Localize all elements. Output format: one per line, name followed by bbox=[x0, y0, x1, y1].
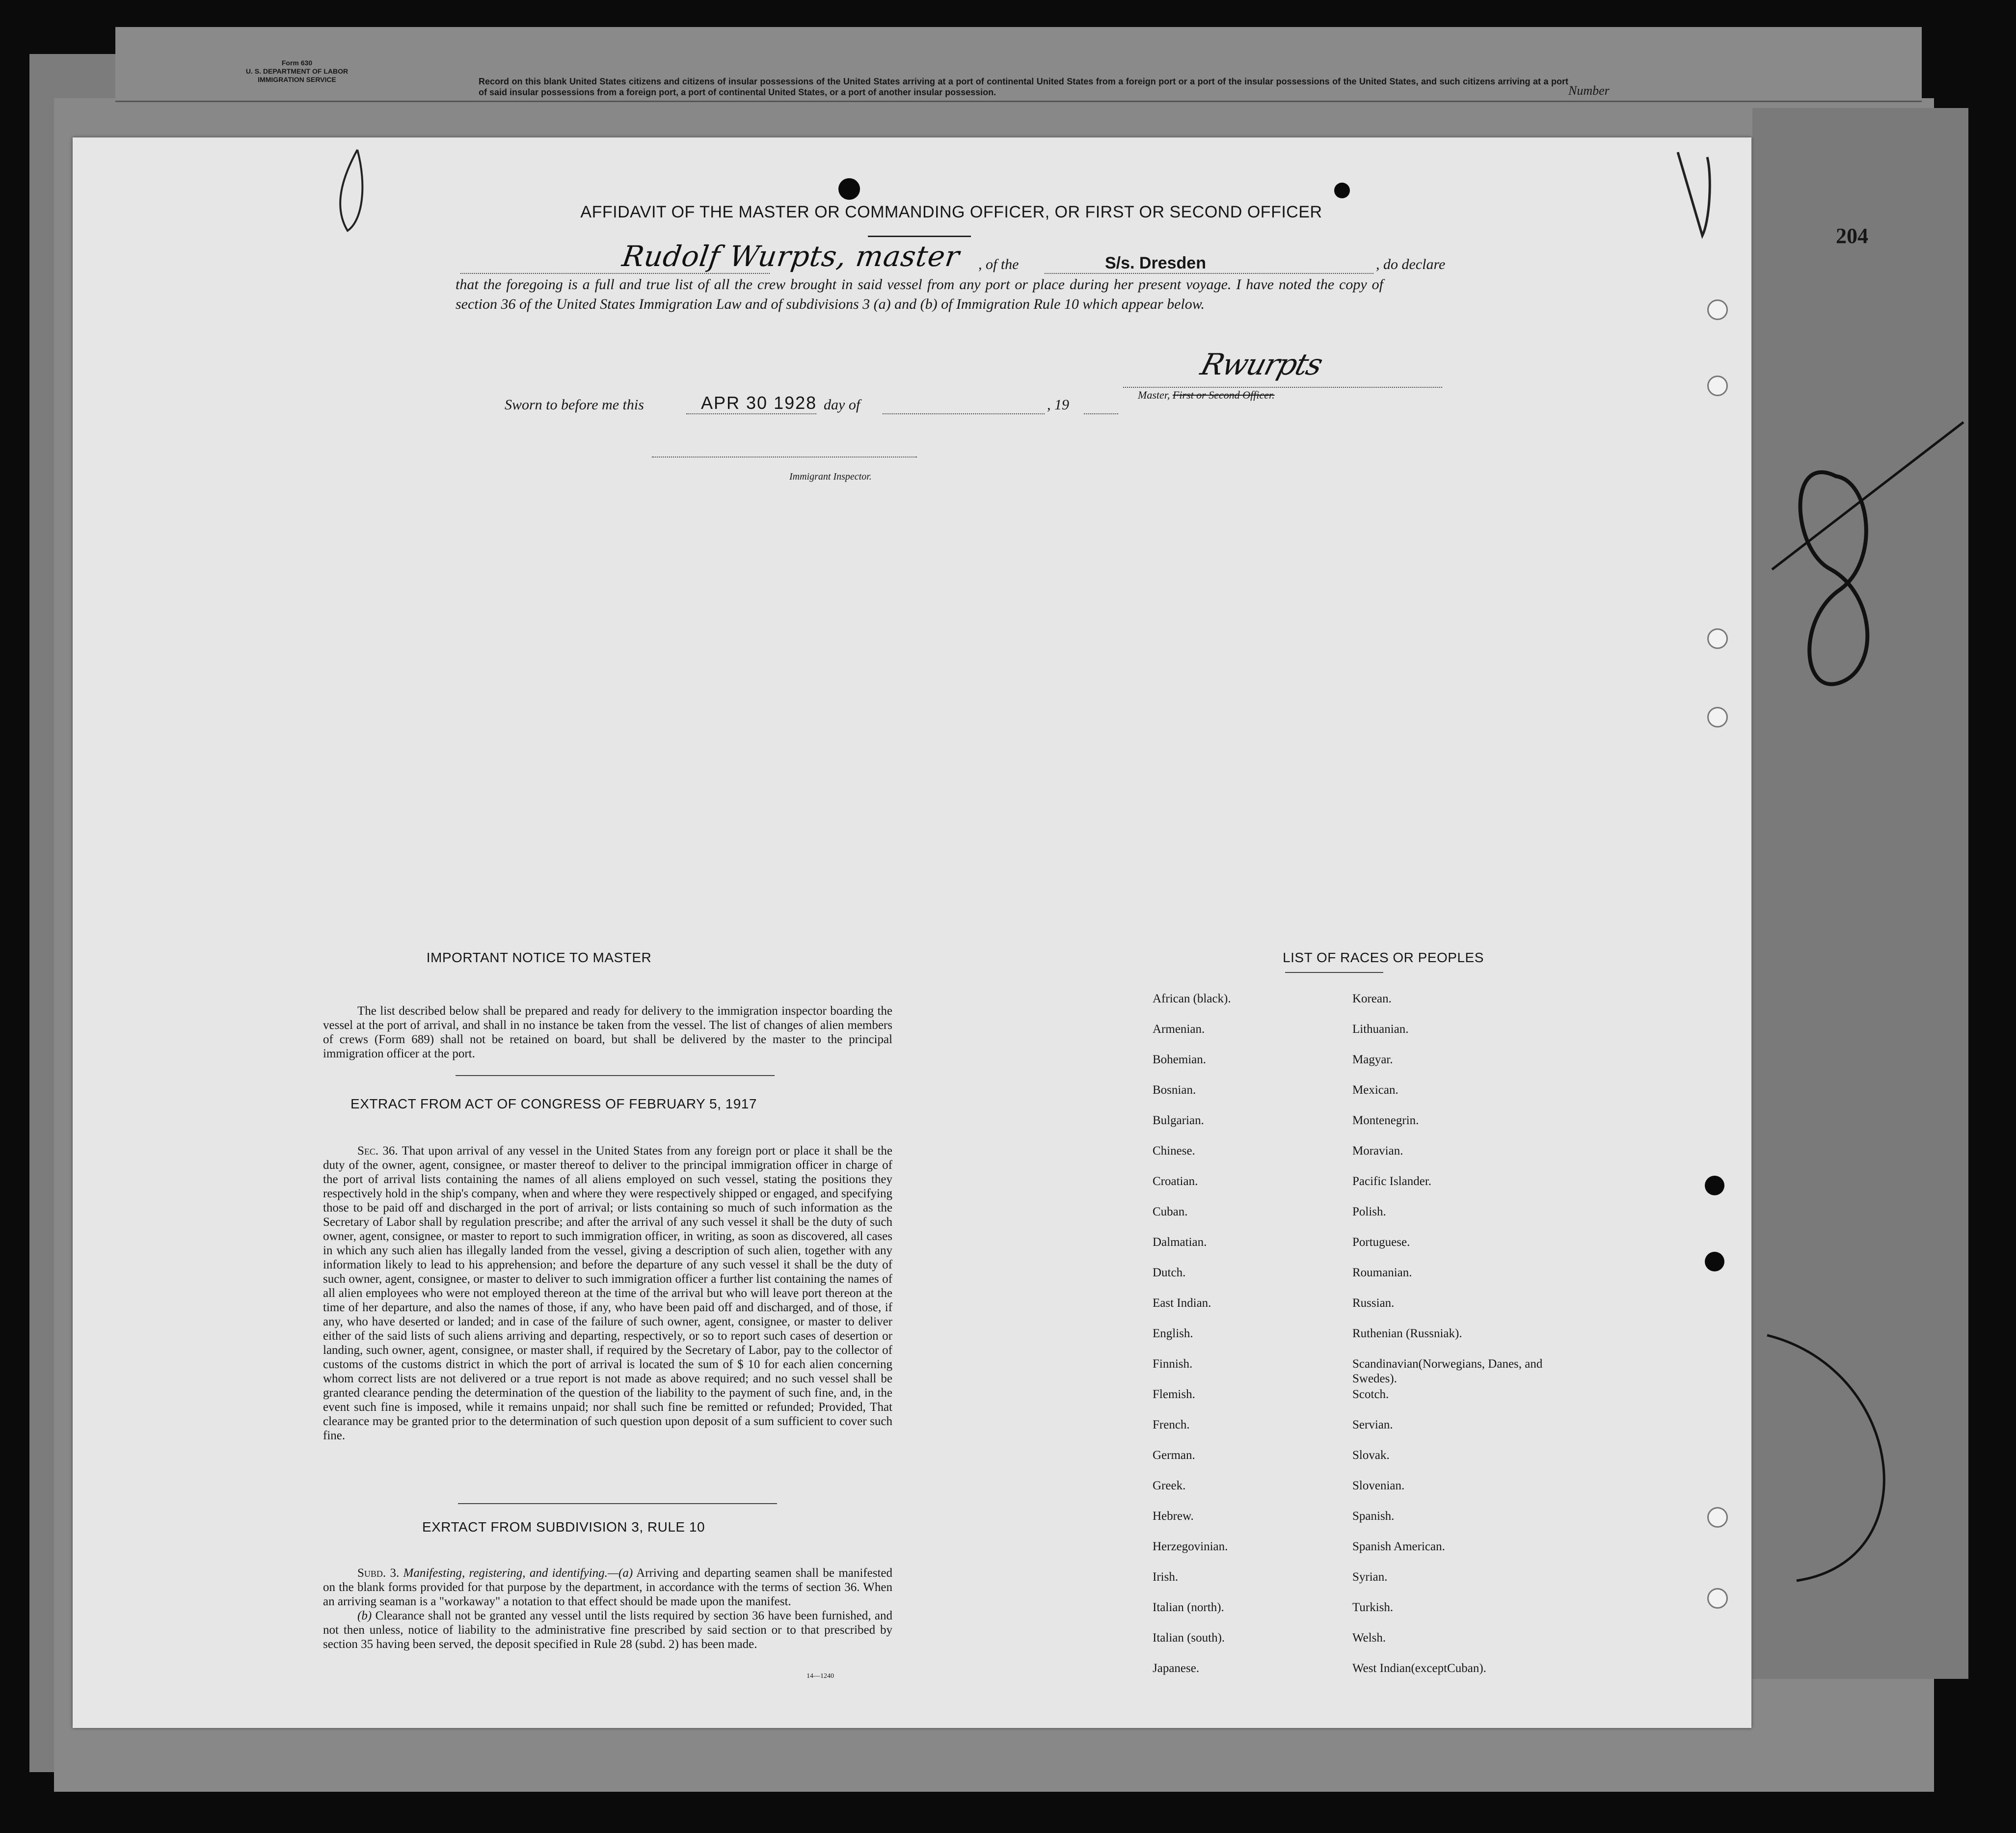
binder-hole bbox=[1707, 299, 1728, 320]
race-item: Lithuanian. bbox=[1352, 1023, 1409, 1036]
race-item: Croatian. bbox=[1153, 1175, 1198, 1188]
affidavit-sheet bbox=[73, 137, 1751, 1728]
binder-hole bbox=[1707, 628, 1728, 649]
service-name: IMMIGRATION SERVICE bbox=[258, 76, 336, 83]
race-item: Korean. bbox=[1352, 992, 1392, 1005]
vessel-name: S/s. Dresden bbox=[1105, 254, 1206, 272]
caption-master: Master, bbox=[1138, 389, 1170, 401]
races-heading: LIST OF RACES OR PEOPLES bbox=[1283, 950, 1484, 965]
race-item: French. bbox=[1153, 1418, 1190, 1431]
race-item: Hebrew. bbox=[1153, 1510, 1194, 1523]
race-item: Irish. bbox=[1153, 1570, 1179, 1584]
race-item: Portuguese. bbox=[1352, 1236, 1410, 1249]
divider bbox=[458, 1503, 777, 1504]
punch-hole bbox=[1334, 183, 1350, 198]
subd-text-b: Clearance shall not be granted any vessel until the lists required by section 36 have been furnished, and not then unless, notice of liability to the administrative fine prescribed by said section or to that prescribed by section 35 having been served, the deposit specified in Rule 28 (subd. 2) has been made. bbox=[323, 1609, 892, 1651]
race-item: Pacific Islander. bbox=[1352, 1175, 1432, 1188]
notice-text: The list described below shall be prepared and ready for delivery to the immigration inspector boarding the vessel at the port of arrival, and shall in no instance be taken from the vessel. The list of changes of alien members of crews (Form 689) shall not be retained on board, but shall be delivered by the master to the principal immigration officer at the port. bbox=[323, 1004, 892, 1060]
handwritten-mark-eight bbox=[1757, 393, 1983, 1620]
race-item: Bosnian. bbox=[1153, 1083, 1196, 1097]
subd-title: Manifesting, registering, and identifying.—(a) bbox=[403, 1566, 633, 1580]
race-item: Chinese. bbox=[1153, 1144, 1195, 1158]
title-part-1: AFFIDAVIT OF THE MASTER OR COMMANDING bbox=[580, 203, 965, 221]
act-body: That upon arrival of any vessel in the United States from any foreign port or place it shall be the duty of the owner, agent, consignee, or master thereof to deliver to the principal immigration officer in charge of the port of arrival lists containing the names of all aliens employed on such vessel, stating the positions they respectively hold in the ship's company, when and where they were respectively shipped or engaged, and specifying those to be paid off and discharged in the port of arrival; or lists containing so much of such information as the Secretary of Labor shall by regulation prescribe; and after the arrival of any such vessel it shall be the duty of such owner, agent, consignee, or master to report to such immigration officer, in writing, as soon as discovered, all cases in which any such alien has illegally landed from the vessel, giving a description of such alien, together with any information likely to lead to his apprehension; and before the departure of any such vessel it shall be the duty of such owner, agent, consignee, or master to deliver to such immigration officer a further list containing the names of all alien employees who were not employed thereon at the time of the arrival but who will leave port thereon at the time of her departure, and also the names of those, if any, who have been paid off and discharged, and of those, if any, who have deserted or landed; and in case of the failure of such owner, agent, consignee, or master to deliver either of the said lists of such aliens arriving and departing, respectively, or so to report such cases of desertion or landing, such owner, agent, consignee, or master shall, if required by the Secretary of Labor, pay to the collector of customs of the customs district in which the port of arrival is located the sum of $ 10 for each alien concerning whom correct lists are not delivered or a true report is not made as above required; and no such vessel shall be granted clearance pending the determination of the question of the liability to the payment of such fine, and, in the event such fine is imposed, while it remains unpaid; nor shall such fine be remitted or refunded; Provided, That clearance may be granted prior to the determination of such question upon deposit of a sum sufficient to cover such fine. bbox=[323, 1144, 892, 1442]
day-of-text: day of bbox=[824, 397, 860, 413]
race-item: Bulgarian. bbox=[1153, 1114, 1204, 1127]
race-item: Welsh. bbox=[1352, 1631, 1386, 1644]
month-fill-line bbox=[883, 413, 1045, 414]
do-declare-text: , do declare bbox=[1376, 256, 1446, 272]
subd-label-b: (b) bbox=[357, 1609, 372, 1622]
races-column-1 bbox=[1153, 992, 1319, 1692]
signature-text: Rwurpts bbox=[1197, 348, 1326, 382]
race-item: Mexican. bbox=[1352, 1083, 1398, 1097]
race-item: Russian. bbox=[1352, 1296, 1395, 1310]
race-item: Finnish. bbox=[1153, 1357, 1193, 1371]
race-item: Spanish American. bbox=[1352, 1540, 1445, 1553]
race-item: African (black). bbox=[1153, 992, 1231, 1005]
race-item: Servian. bbox=[1352, 1418, 1393, 1431]
race-item: Bohemian. bbox=[1153, 1053, 1207, 1066]
race-item: Slovak. bbox=[1352, 1449, 1390, 1462]
race-item: Dalmatian. bbox=[1153, 1236, 1207, 1249]
race-item: East Indian. bbox=[1153, 1296, 1211, 1310]
race-item: Dutch. bbox=[1153, 1266, 1186, 1279]
subd-text-a: Arriving and departing seamen shall be manifested on the blank forms provided for that purpose by the department, in accordance with the terms of section 36. When an arriving seaman is a "workaway" a notation to that effect should be made upon the manifest. bbox=[323, 1566, 893, 1608]
act-text bbox=[323, 1144, 892, 1443]
punch-hole bbox=[838, 178, 860, 200]
binder-hole bbox=[1707, 707, 1728, 728]
race-item: Cuban. bbox=[1153, 1205, 1188, 1218]
binder-hole bbox=[1707, 1588, 1728, 1609]
pen-mark bbox=[328, 147, 397, 241]
year-prefix: , 19 bbox=[1047, 397, 1069, 413]
title-part-2: OFFICER, OR FIRST OR SECOND OFFICER bbox=[969, 203, 1322, 221]
binder-hole bbox=[1707, 1507, 1728, 1528]
affidavit-statement: that the foregoing is a full and true list of all the crew brought in said vessel from any port or place during her present voyage. I have noted the copy of section 36 of the United States Immigration Law and of subdivisions 3 (a) and (b) of Immigration Rule 10 which appear below. bbox=[456, 276, 1383, 312]
divider bbox=[1285, 972, 1383, 973]
year-fill-line bbox=[1084, 413, 1118, 414]
signature-line bbox=[1123, 387, 1442, 388]
subd-label: Subd. 3. bbox=[357, 1566, 400, 1580]
races-column-2 bbox=[1352, 992, 1559, 1692]
rule-para-b bbox=[323, 1609, 892, 1651]
race-item: Flemish. bbox=[1153, 1388, 1195, 1401]
notice-heading: IMPORTANT NOTICE TO MASTER bbox=[426, 950, 652, 965]
page-number: 204 bbox=[1836, 224, 1868, 248]
rule-heading: EXRTACT FROM SUBDIVISION 3, RULE 10 bbox=[422, 1519, 705, 1535]
inspector-caption: Immigrant Inspector. bbox=[789, 471, 872, 482]
binder-hole bbox=[1707, 376, 1728, 396]
race-item: Japanese. bbox=[1153, 1662, 1200, 1675]
binder-hole bbox=[1705, 1252, 1724, 1271]
race-item: Herzegovinian. bbox=[1153, 1540, 1228, 1553]
race-item: Syrian. bbox=[1352, 1570, 1388, 1584]
race-item: Scotch. bbox=[1352, 1388, 1389, 1401]
inspector-signature-line bbox=[652, 457, 917, 458]
race-item: Armenian. bbox=[1153, 1023, 1205, 1036]
date-fill-line bbox=[686, 413, 816, 414]
race-item: Magyar. bbox=[1352, 1053, 1393, 1066]
act-section-label: Sec. 36. bbox=[357, 1144, 398, 1158]
race-item: Slovenian. bbox=[1352, 1479, 1405, 1492]
race-item: Ruthenian (Russniak). bbox=[1352, 1327, 1462, 1340]
race-item: German. bbox=[1153, 1449, 1195, 1462]
divider bbox=[456, 1075, 775, 1076]
race-item: Moravian. bbox=[1352, 1144, 1403, 1158]
of-the-text: , of the bbox=[978, 256, 1019, 272]
date-stamp: APR 30 1928 bbox=[701, 393, 817, 413]
race-item: Turkish. bbox=[1352, 1601, 1394, 1614]
form-id-block bbox=[194, 59, 400, 84]
name-fill-line bbox=[460, 273, 770, 274]
record-instructions: Record on this blank United States citizens and citizens of insular possessions of the United States arriving at a port of continental United States from a foreign port or a port of the insular possessions of the United States, and such citizens arriving at a port of said insular possessions from a foreign port, a port of continental United States, or a port of another insular possession. bbox=[479, 77, 1568, 97]
race-item: Greek. bbox=[1153, 1479, 1186, 1492]
declaration-line bbox=[460, 240, 1447, 279]
race-item: Montenegrin. bbox=[1352, 1114, 1419, 1127]
race-item: Spanish. bbox=[1352, 1510, 1395, 1523]
race-item: Italian (north). bbox=[1153, 1601, 1224, 1614]
race-item: Scandinavian(Norwegians, Danes, and Swedes). bbox=[1352, 1357, 1543, 1385]
race-item: Polish. bbox=[1352, 1205, 1386, 1218]
declarant-name: Rudolf Wurpts, master bbox=[620, 240, 962, 273]
caption-struck-officer: First or Second Officer. bbox=[1172, 389, 1275, 401]
rule-text bbox=[323, 1566, 892, 1651]
sworn-prefix: Sworn to before me this bbox=[505, 397, 644, 413]
vessel-fill-line bbox=[1045, 273, 1373, 274]
race-item: Roumanian. bbox=[1352, 1266, 1412, 1279]
act-heading: EXTRACT FROM ACT OF CONGRESS OF FEBRUARY 5, 1917 bbox=[350, 1096, 757, 1111]
race-item: West Indian(exceptCuban). bbox=[1352, 1662, 1486, 1675]
number-label: Number bbox=[1568, 83, 1610, 98]
race-item: English. bbox=[1153, 1327, 1193, 1340]
pen-mark bbox=[1663, 147, 1722, 245]
race-item: Italian (south). bbox=[1153, 1631, 1225, 1644]
department-name: U. S. DEPARTMENT OF LABOR bbox=[245, 67, 349, 75]
form-number: Form 630 bbox=[281, 59, 313, 67]
rule-para-a bbox=[323, 1566, 892, 1609]
form-code: 14—1240 bbox=[806, 1672, 834, 1680]
binder-hole bbox=[1705, 1176, 1724, 1195]
underlying-form-header bbox=[115, 27, 1922, 102]
